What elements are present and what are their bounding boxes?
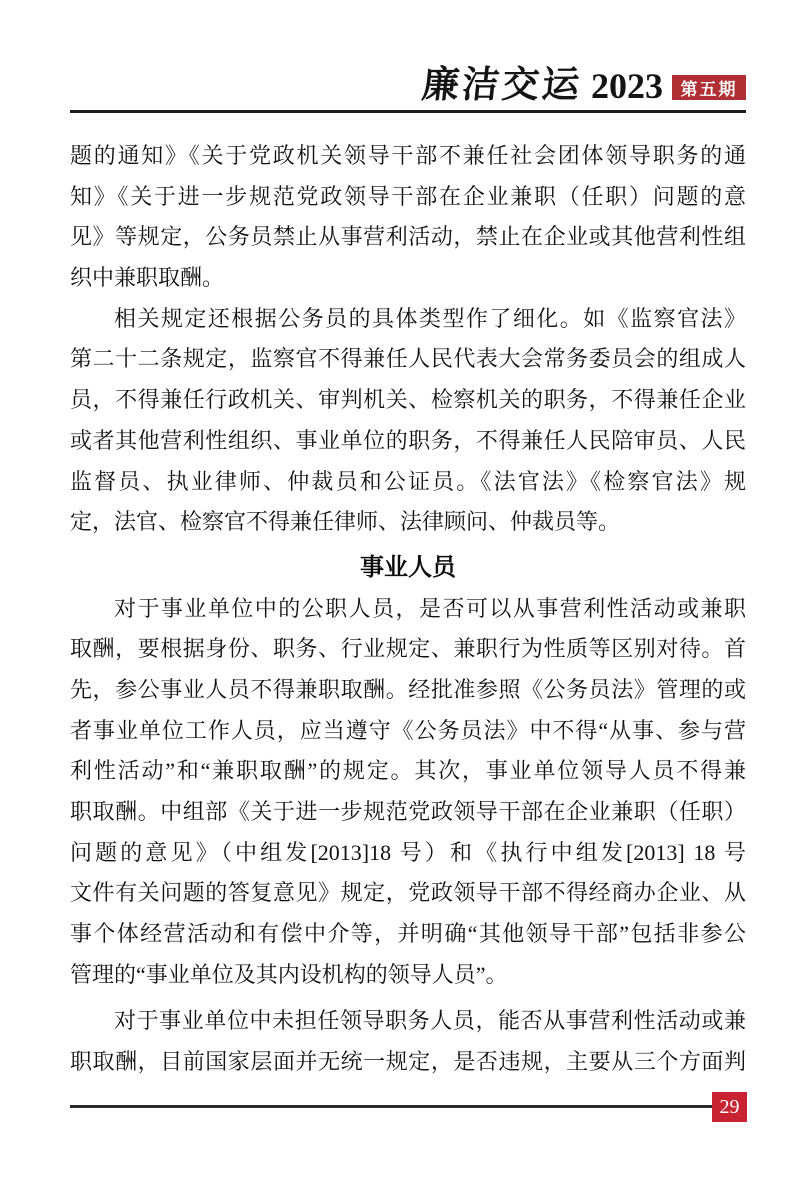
paragraph [70,136,746,299]
footer-rule [70,1105,713,1108]
body-line: 相关规定还根据公务员的具体类型作了细化。如《监察官法》 [114,305,746,331]
masthead-year: 2023 [591,66,663,106]
body-line: 管理的“事业单位及其内设机构的领导人员”。 [70,961,508,987]
body-line: 先，参公事业人员不得兼职取酬。经批准参照《公务员法》管理的或 [70,676,746,702]
body-line: 对于事业单位中未担任领导职务人员，能否从事营利性活动或兼 [114,1008,746,1034]
page-number-badge: 29 [712,1092,747,1122]
body-line: 题的通知》《关于党政机关领导干部不兼任社会团体领导职务的通 [70,143,746,168]
paragraph [70,299,746,543]
page-header [419,64,746,108]
body-line: 监督员、执业律师、仲裁员和公证员。《法官法》《检察官法》规 [70,468,746,494]
masthead-title: 廉洁交运 [419,65,585,106]
body-line: 取酬，要根据身份、职务、行业规定、兼职行为性质等区别对待。首 [70,636,746,662]
body-line: 职取酬，目前国家层面并无统一规定，是否违规，主要从三个方面判 [70,1049,746,1075]
body-line: 知》《关于进一步规范党政领导干部在企业兼职（任职）问题的意 [70,183,746,209]
body-line: 见》等规定，公务员禁止从事营利活动，禁止在企业或其他营利性组 [70,224,746,250]
section-heading: 事业人员 [360,553,456,581]
header-rule [70,110,746,113]
body-line: 文件有关问题的答复意见》规定，党政领导干部不得经商办企业、从 [70,880,746,906]
paragraph [70,589,746,996]
body-line: 定，法官、检察官不得兼任律师、法律顾问、仲裁员等。 [70,509,621,535]
body-line: 织中兼职取酬。 [70,265,225,291]
page-body [70,136,746,1083]
body-line: 利性活动”和“兼职取酬”的规定。其次，事业单位领导人员不得兼 [70,758,746,784]
body-line: 问题的意见》（中组发[2013]18 号）和《执行中组发[2013] 18 号 [70,839,746,865]
body-line: 职取酬。中组部《关于进一步规范党政领导干部在企业兼职（任职） [70,799,746,824]
body-line: 事个体经营活动和有偿中介等，并明确“其他领导干部”包括非参公 [70,921,746,947]
body-line: 者事业单位工作人员，应当遵守《公务员法》中不得“从事、参与营 [70,717,746,743]
body-line: 员，不得兼任行政机关、审判机关、检察机关的职务，不得兼任企业 [70,387,746,413]
issue-badge: 第五期 [672,75,746,100]
body-line: 或者其他营利性组织、事业单位的职务，不得兼任人民陪审员、人民 [70,427,746,453]
body-line: 对于事业单位中的公职人员，是否可以从事营利性活动或兼职 [114,595,746,621]
body-line: 第二十二条规定，监察官不得兼任人民代表大会常务委员会的组成人 [70,346,746,372]
paragraph [70,1001,746,1082]
